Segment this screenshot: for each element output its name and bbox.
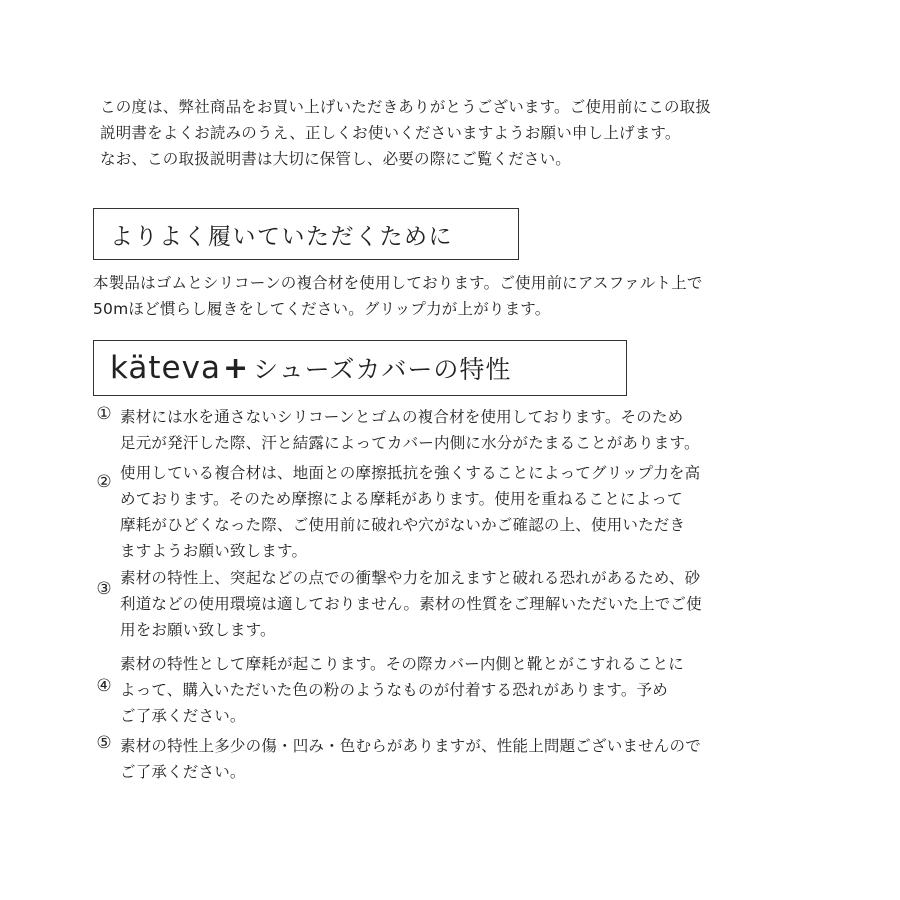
intro-line: なお、この取扱説明書は大切に保管し、必要の際にご覧ください。 (100, 150, 572, 168)
item-line: 素材の特性として摩耗が起こります。その際カバー内側と靴とがこすれることに (120, 655, 684, 673)
section-heading-wearing-tips (93, 208, 519, 260)
item-line: 素材の特性上、突起などの点での衝撃や力を加えますと破れる恐れがあるため、砂 (120, 569, 701, 587)
item-line: 素材には水を通さないシリコーンとゴムの複合材を使用しております。そのため (120, 408, 684, 426)
item-number: ③ (96, 579, 112, 599)
item-line: ご了承ください。 (120, 707, 246, 725)
item-line: 素材の特性上多少の傷・凹み・色むらがありますが、性能上問題ございませんので (120, 737, 701, 755)
item-number: ① (96, 404, 112, 424)
item-text (120, 733, 810, 785)
item-text (120, 460, 810, 564)
item-text (120, 651, 810, 729)
paragraph-line: 50mほど慣らし履きをしてください。グリップ力が上がります。 (93, 300, 551, 318)
paragraph-line: 本製品はゴムとシリコーンの複合材を使用しております。ご使用前にアスファルト上で (93, 274, 703, 292)
item-line: 摩耗がひどくなった際、ご使用前に破れや穴がないかご確認の上、使用いただき (120, 516, 686, 534)
item-line: めております。そのため摩擦による摩耗があります。使用を重ねることによって (120, 490, 683, 508)
item-text (120, 404, 810, 456)
item-line: 用をお願い致します。 (120, 621, 276, 639)
item-line: 足元が発汗した際、汗と結露によってカバー内側に水分がたまることがあります。 (120, 434, 700, 452)
item-line: よって、購入いただいた色の粉のようなものが付着する恐れがあります。予め (120, 681, 668, 699)
item-number: ② (96, 472, 112, 492)
section-heading-properties (93, 340, 627, 396)
item-number: ⑤ (96, 733, 112, 753)
item-line: ますようお願い致します。 (120, 542, 308, 560)
brand-logo-text: käteva (110, 350, 221, 386)
plus-icon: + (222, 350, 250, 386)
item-line: 利道などの使用環境は適しておりません。素材の性質をご理解いただいた上でご使 (120, 595, 702, 613)
item-line: 使用している複合材は、地面との摩擦抵抗を強くすることによってグリップ力を高 (120, 464, 701, 482)
wearing-tips-paragraph (93, 270, 813, 322)
item-number: ④ (96, 676, 112, 696)
intro-line: この度は、弊社商品をお買い上げいただきありがとうございます。ご使用前にこの取扱 (100, 98, 712, 116)
item-line: ご了承ください。 (120, 763, 246, 781)
intro-paragraph (100, 94, 820, 172)
item-text (120, 565, 810, 643)
section-heading-text: シューズカバーの特性 (253, 355, 512, 384)
intro-line: 説明書をよくお読みのうえ、正しくお使いくださいますようお願い申し上げます。 (100, 124, 681, 142)
section-heading-text: よりよく履いていただくために (110, 223, 453, 250)
